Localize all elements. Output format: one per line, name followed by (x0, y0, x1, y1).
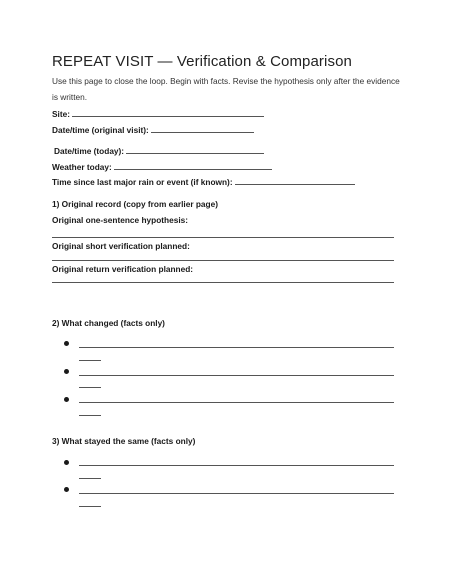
what-changed-line-3[interactable] (79, 402, 394, 403)
bullet-icon (64, 369, 69, 374)
what-changed-line-1[interactable] (79, 347, 394, 348)
bullet-icon (64, 487, 69, 492)
time-since-rain-input-line[interactable] (235, 176, 355, 185)
return-verification-line[interactable] (52, 282, 394, 283)
what-changed-line-2-continued[interactable] (79, 387, 101, 388)
what-changed-line-3-continued[interactable] (79, 415, 101, 416)
datetime-original-field (52, 120, 254, 138)
weather-today-label: Weather today: (52, 162, 112, 172)
site-input-line[interactable] (72, 108, 264, 117)
original-hypothesis-line[interactable] (52, 237, 394, 238)
return-verification-label: Original return verification planned: (52, 264, 194, 274)
section-3-heading: 3) What stayed the same (facts only) (52, 436, 196, 446)
time-since-rain-field (52, 172, 355, 190)
what-stayed-line-2-continued[interactable] (79, 506, 101, 507)
bullet-icon (64, 460, 69, 465)
datetime-today-input-line[interactable] (126, 145, 264, 154)
bullet-icon (64, 397, 69, 402)
what-changed-line-2[interactable] (79, 375, 394, 376)
time-since-rain-label: Time since last major rain or event (if known): (52, 177, 233, 187)
original-hypothesis-label: Original one-sentence hypothesis: (52, 215, 189, 225)
weather-today-input-line[interactable] (114, 161, 272, 170)
intro-line-1: Use this page to close the loop. Begin with facts. Revise the hypothesis only after the evidence (52, 76, 400, 86)
intro-line-2: is written. (52, 92, 88, 102)
page-title: REPEAT VISIT — Verification & Comparison (52, 53, 352, 70)
section-2-heading: 2) What changed (facts only) (52, 318, 165, 328)
short-verification-label: Original short verification planned: (52, 241, 190, 251)
what-changed-line-1-continued[interactable] (79, 360, 101, 361)
short-verification-line[interactable] (52, 260, 394, 261)
section-1-heading: 1) Original record (copy from earlier page) (52, 199, 218, 209)
datetime-original-input-line[interactable] (151, 124, 254, 133)
bullet-icon (64, 341, 69, 346)
what-stayed-line-1[interactable] (79, 465, 394, 466)
site-label: Site: (52, 109, 70, 119)
what-stayed-line-2[interactable] (79, 493, 394, 494)
datetime-original-label: Date/time (original visit): (52, 125, 149, 135)
what-stayed-line-1-continued[interactable] (79, 478, 101, 479)
datetime-today-label: Date/time (today): (54, 146, 125, 156)
